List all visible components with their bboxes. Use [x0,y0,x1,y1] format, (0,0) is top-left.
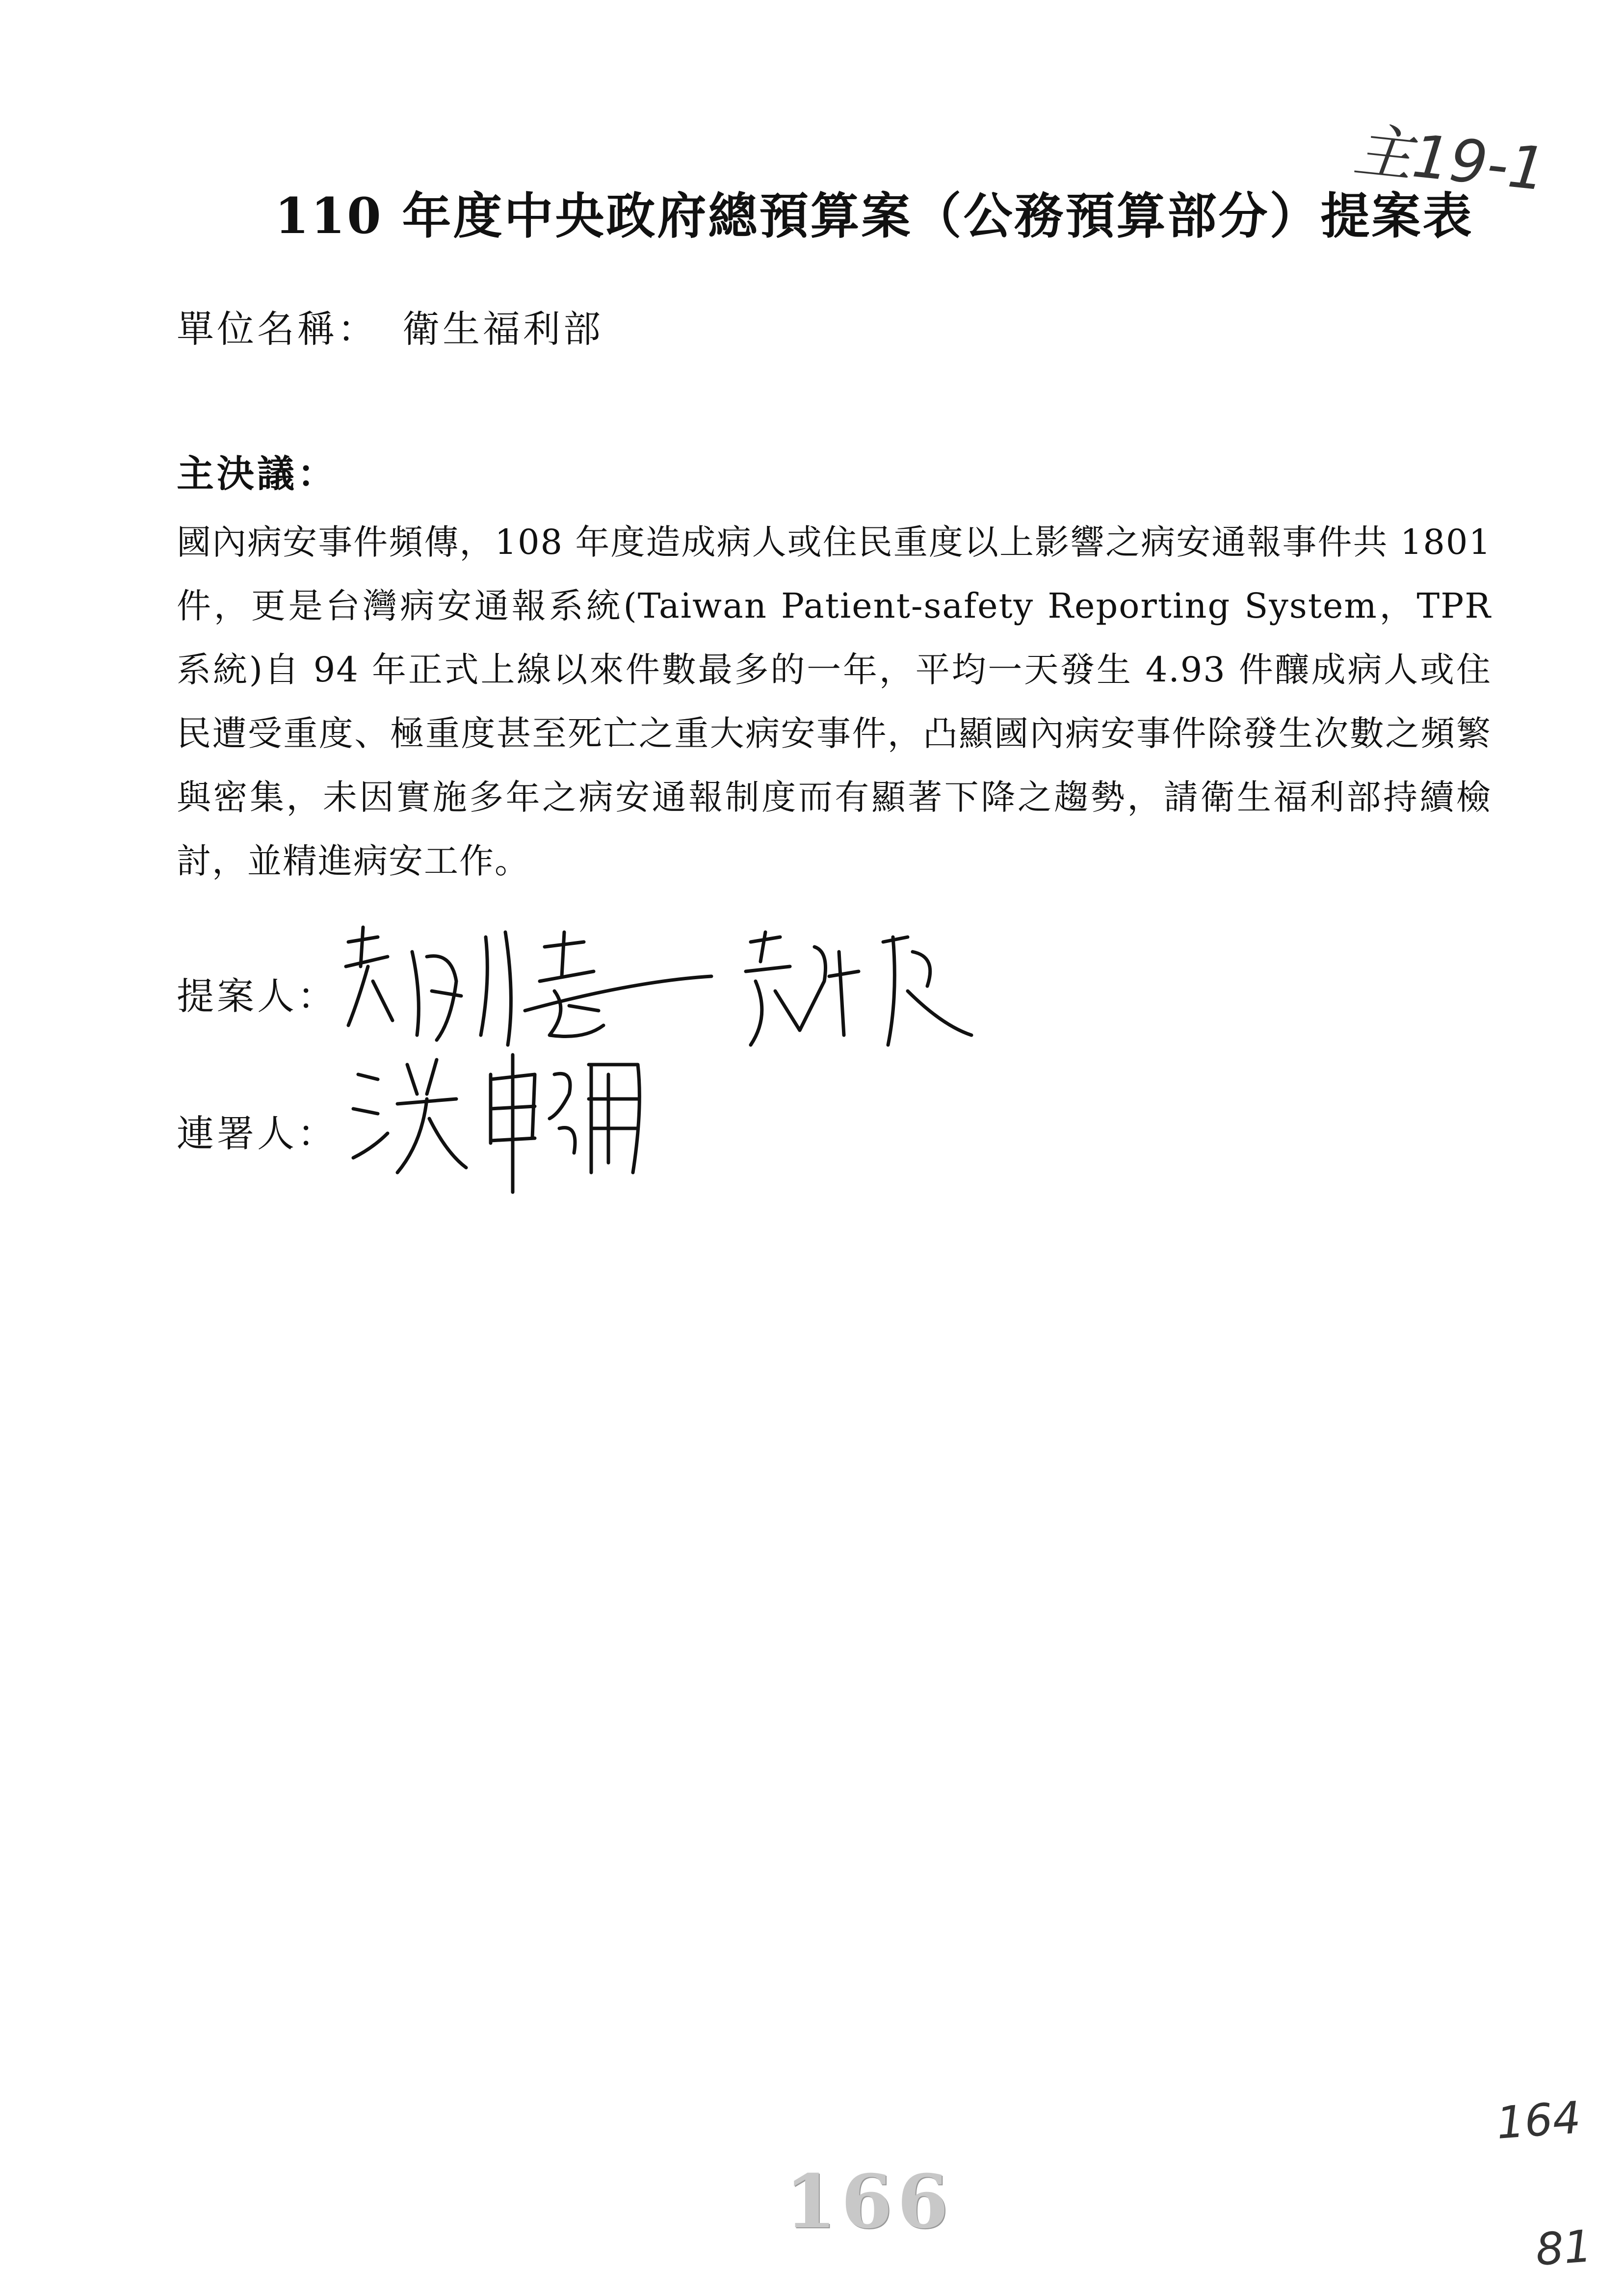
handwritten-note: 164 [1494,2092,1583,2149]
proposer-label: 提案人： [177,974,338,1018]
unit-label: 單位名稱： [177,307,378,351]
document-title: 110 年度中央政府總預算案（公務預算部分）提案表 [275,187,1474,245]
main-resolution-text: 國內病安事件頻傳，108 年度造成病人或住民重度以上影響之病安通報事件共 1801 件，更是台灣病安通報系統(Taiwan Patient-safety Reporting System，TPR 系統)自 94 年正式上線以來件數最多的一年，平均一天發生 4.93 件釀成病人或住民遭受重度、極重度甚至死亡之重大病安事件，凸顯國內病安事件除發生次數之頻繁與密集，未因實施多年之病安通報制度而有顯著下降之趨勢，請衛生福利部持續檢討，並精進病安工作。 [177,522,1492,881]
unit-value: 衛生福利部 [402,307,603,351]
page-number: 166 [785,2159,954,2245]
cosigner-label: 連署人： [177,1112,338,1155]
handwritten-note: 81 [1534,2220,1594,2276]
main-resolution-heading: 主決議： [177,452,338,496]
unit-row [177,299,603,353]
cosigner-signature [343,1045,657,1202]
cosigner-row [177,1104,338,1157]
handwritten-corner-mark: 主19-1 [1350,116,1549,205]
proposer-row [177,966,338,1020]
